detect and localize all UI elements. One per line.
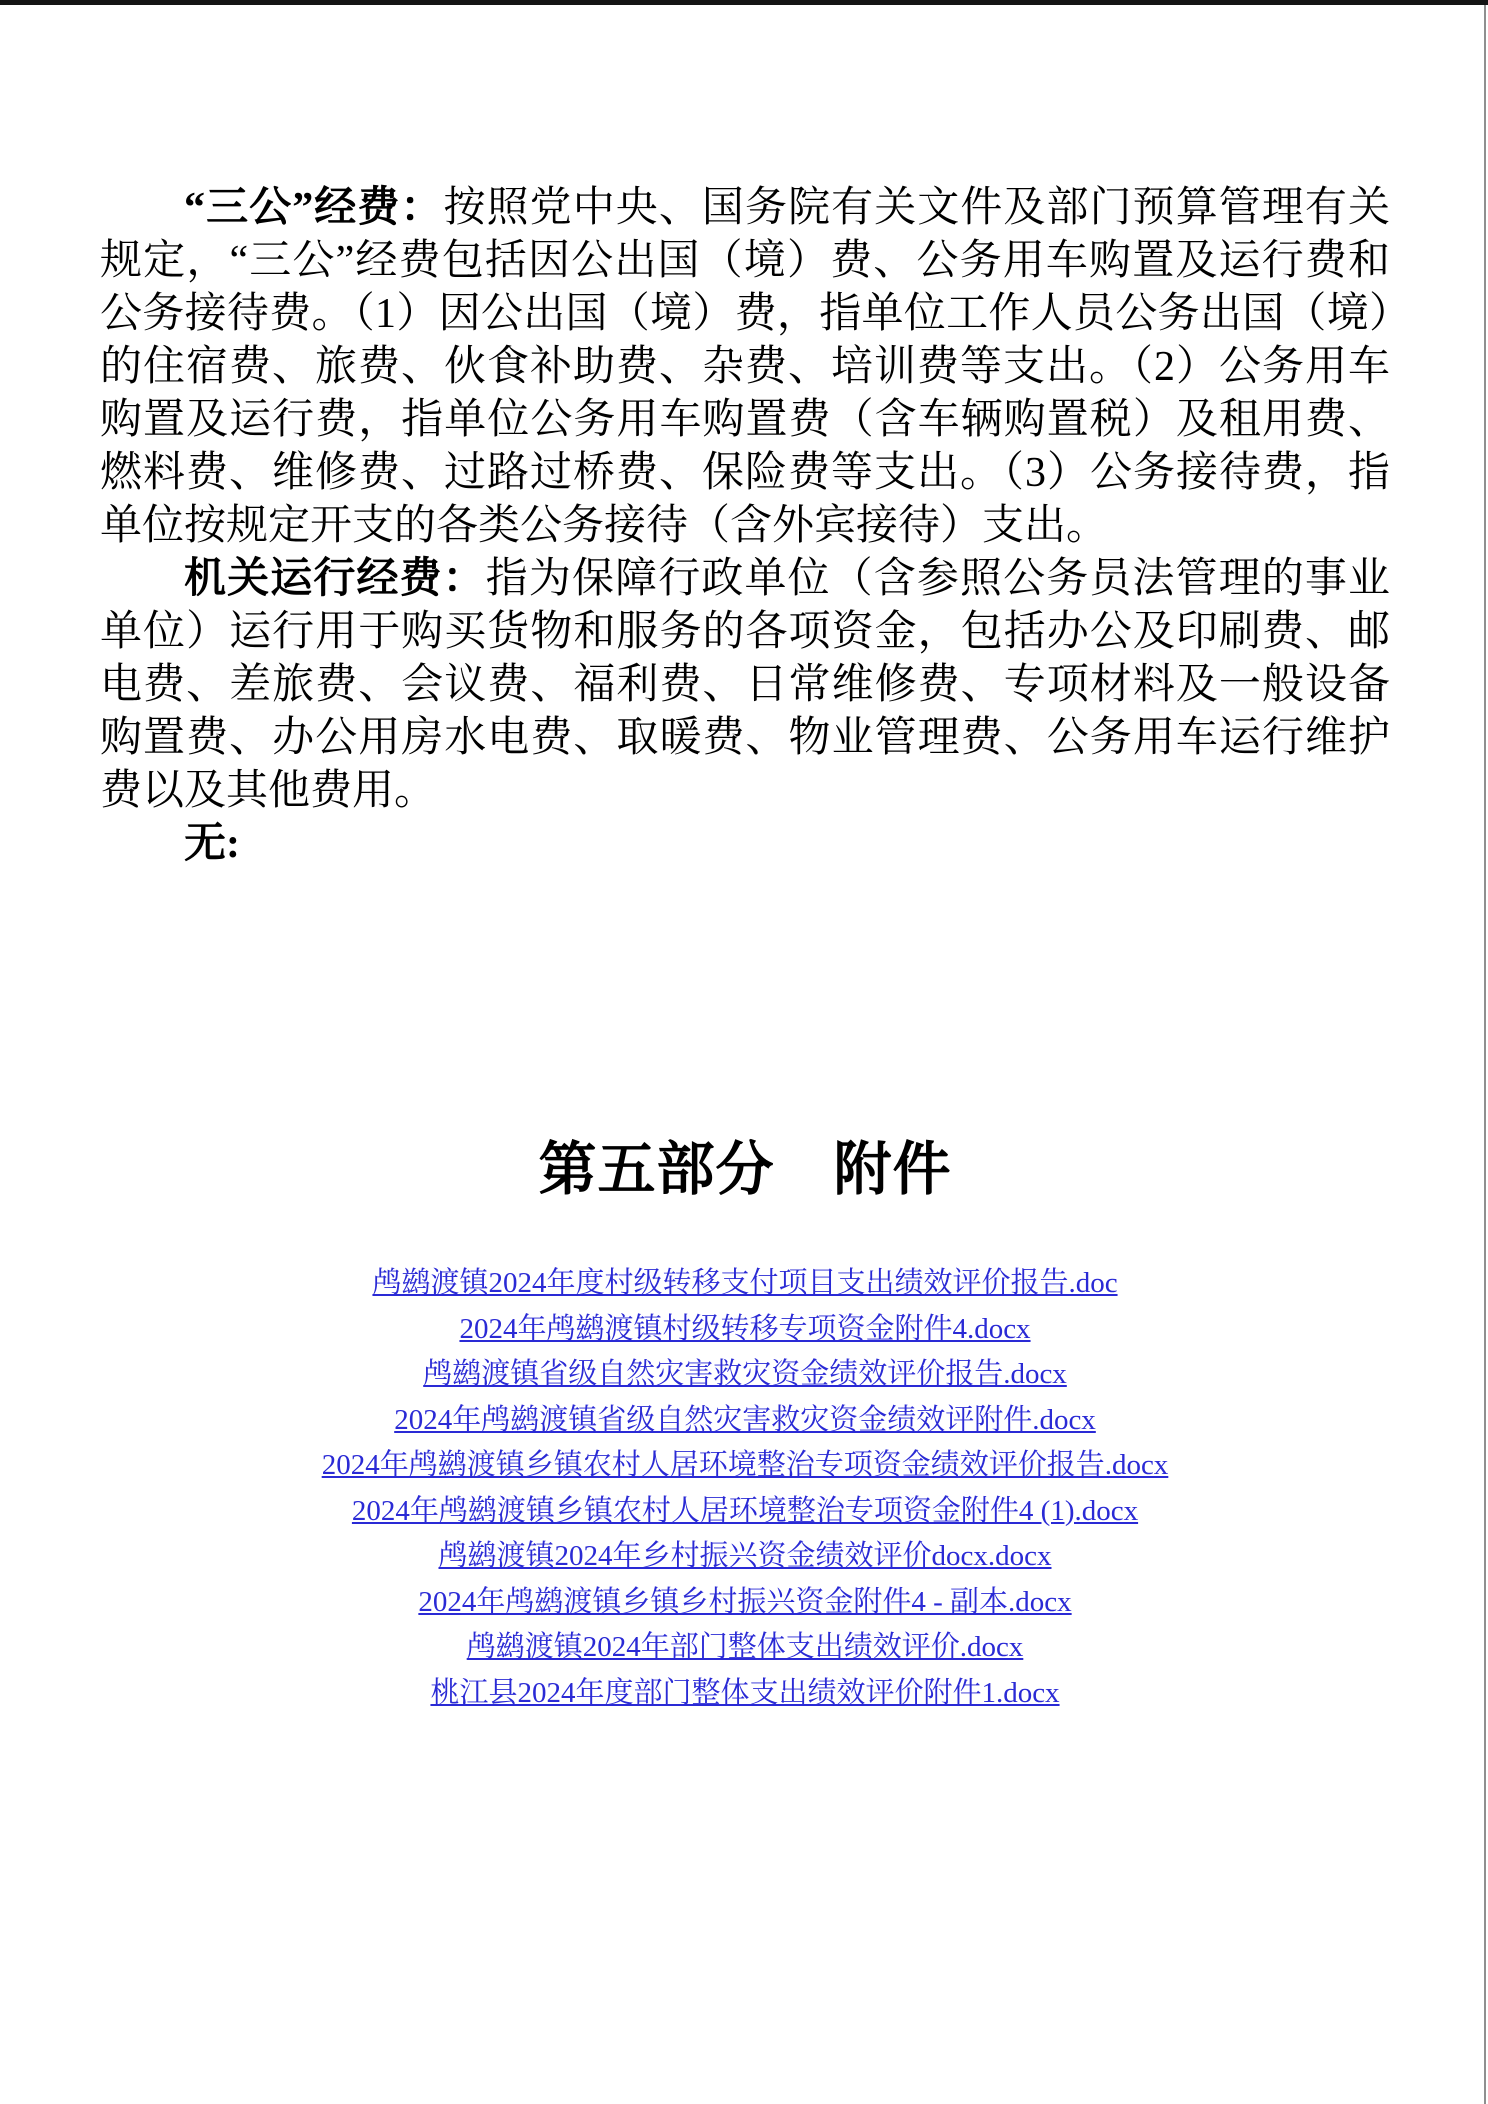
attachment-row bbox=[100, 1489, 1390, 1535]
paragraph-sangong-expenses bbox=[100, 182, 1390, 553]
attachment-link[interactable]: 2024年鸬鹚渡镇乡镇农村人居环境整治专项资金附件4 (1).docx bbox=[351, 1494, 1139, 1527]
attachment-row bbox=[100, 1307, 1390, 1353]
attachment-link[interactable]: 2024年鸬鹚渡镇省级自然灾害救灾资金绩效评附件.docx bbox=[394, 1403, 1096, 1436]
paragraph-agency-operating-lead: 机关运行经费： bbox=[184, 556, 486, 602]
attachment-row bbox=[100, 1398, 1390, 1444]
attachment-link[interactable]: 鸬鹚渡镇省级自然灾害救灾资金绩效评价报告.docx bbox=[423, 1358, 1067, 1390]
paragraph-agency-operating-text: 指为保障行政单位（含参照公务员法管理的事业单位）运行用于购买货物和服务的各项资金，包括办公及印刷费、邮电费、差旅费、会议费、福利费、日常维修费、专项材料及一般设备购置费、办公用房水电费、取暖费、物业管理费、公务用车运行维护费以及其他费用。 bbox=[100, 556, 1390, 814]
attachments-list bbox=[100, 1261, 1390, 1716]
attachment-link[interactable]: 2024年鸬鹚渡镇村级转移专项资金附件4.docx bbox=[459, 1312, 1031, 1345]
paragraph-sangong-text: 按照党中央、国务院有关文件及部门预算管理有关规定，“三公”经费包括因公出国（境）费、公务用车购置及运行费和公务接待费。（1）因公出国（境）费，指单位工作人员公务出国（境）的住宿费、旅费、伙食补助费、杂费、培训费等支出。（2）公务用车购置及运行费，指单位公务用车购置费（含车辆购置税）及租用费、燃料费、维修费、过路过桥费、保险费等支出。（3）公务接待费，指单位按规定开支的各类公务接待（含外宾接待）支出。 bbox=[100, 185, 1390, 549]
paragraph-sangong-lead: “三公”经费： bbox=[184, 185, 444, 231]
attachment-link[interactable]: 鸬鹚渡镇2024年乡村振兴资金绩效评价docx.docx bbox=[438, 1540, 1052, 1572]
paragraph-agency-operating-expenses bbox=[100, 553, 1390, 818]
paragraph-none: 无: bbox=[184, 821, 240, 867]
attachment-row bbox=[100, 1625, 1390, 1671]
attachment-row bbox=[100, 1671, 1390, 1717]
attachment-row bbox=[100, 1261, 1390, 1307]
attachment-row bbox=[100, 1580, 1390, 1626]
attachment-row bbox=[100, 1443, 1390, 1489]
attachment-link[interactable]: 2024年鸬鹚渡镇乡镇农村人居环境整治专项资金绩效评价报告.docx bbox=[321, 1449, 1169, 1481]
attachment-link[interactable]: 桃江县2024年度部门整体支出绩效评价附件1.docx bbox=[430, 1676, 1060, 1709]
attachment-link[interactable]: 鸬鹚渡镇2024年度村级转移支付项目支出绩效评价报告.doc bbox=[372, 1267, 1118, 1299]
attachment-row bbox=[100, 1352, 1390, 1398]
section-heading-part-five-attachments: 第五部分 附件 bbox=[538, 1137, 952, 1202]
attachment-link[interactable]: 鸬鹚渡镇2024年部门整体支出绩效评价.docx bbox=[466, 1631, 1024, 1663]
attachment-link[interactable]: 2024年鸬鹚渡镇乡镇乡村振兴资金附件4 - 副本.docx bbox=[418, 1585, 1072, 1618]
attachment-row bbox=[100, 1534, 1390, 1580]
